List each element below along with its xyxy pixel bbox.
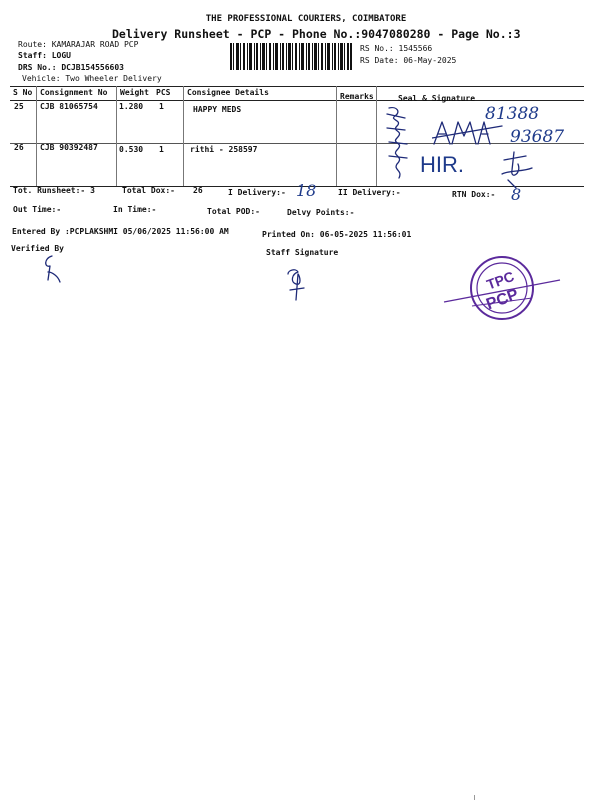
column-divider <box>116 86 117 186</box>
column-header-consignment: Consignment No <box>40 88 108 97</box>
column-header-pcs: PCS <box>156 88 171 97</box>
company-stamp <box>442 250 562 330</box>
verifier-signature <box>36 254 66 284</box>
row-sno: 25 <box>14 102 24 111</box>
table-header-border <box>10 100 584 101</box>
column-divider <box>36 86 37 186</box>
handwritten-return-count: 8 <box>511 185 522 204</box>
rs-date: RS Date: 06-May-2025 <box>360 56 457 65</box>
rs-number: RS No.: 1545566 <box>360 44 433 53</box>
column-header-consignee: Consignee Details <box>187 88 269 97</box>
stamp-top-text: TPC <box>484 267 517 293</box>
in-time-label: In Time:- <box>113 205 157 214</box>
printed-on: Printed On: 06-05-2025 11:56:01 <box>262 230 412 239</box>
out-time-label: Out Time:- <box>13 205 62 214</box>
row-consignment-no: CJB 90392487 <box>40 143 98 152</box>
row-pcs: 1 <box>159 145 164 154</box>
table-top-border <box>10 86 584 87</box>
handwritten-receiver-initials: HIR. <box>420 152 464 177</box>
total-dox-value: 26 <box>193 186 203 195</box>
column-divider <box>183 86 184 186</box>
verified-by-label: Verified By <box>11 244 64 253</box>
document-title: Delivery Runsheet - PCP - Phone No.:9047080280 - Page No.:3 <box>112 27 521 41</box>
row-consignment-no: CJB 81065754 <box>40 102 98 111</box>
row-pcs: 1 <box>159 102 164 111</box>
row-weight: 0.530 <box>119 145 144 154</box>
column-header-seal-signature: Seal & Signature <box>398 94 476 103</box>
row-weight: 1.280 <box>119 102 144 111</box>
entered-by: Entered By :PCPLAKSHMI 05/06/2025 11:56:00 AM <box>12 227 229 236</box>
drs-number: DRS No.: DCJB154556603 <box>18 63 124 72</box>
staff-signature-label: Staff Signature <box>266 248 339 257</box>
route-label: Route: KAMARAJAR ROAD PCP <box>18 40 139 49</box>
first-delivery-label: I Delivery:- <box>228 188 286 197</box>
total-pod-label: Total POD:- <box>207 207 260 216</box>
stamp-bottom-text: PCP <box>484 286 521 314</box>
handwritten-phone-part-b: 93687 <box>510 127 565 147</box>
row-consignee: HAPPY MEDS <box>193 105 242 114</box>
page-edge-mark <box>474 795 475 800</box>
company-title: THE PROFESSIONAL COURIERS, COIMBATORE <box>205 14 407 24</box>
row-consignee: rithi - 258597 <box>190 145 258 154</box>
total-runsheet: Tot. Runsheet:- 3 <box>13 186 95 195</box>
staff-label: Staff: LOGU <box>18 51 71 60</box>
row-signature-scribble <box>383 104 413 184</box>
column-header-remarks: Remarks <box>340 92 374 101</box>
barcode <box>230 43 352 70</box>
column-divider <box>376 86 377 186</box>
row-sno: 26 <box>14 143 24 152</box>
column-header-sno: S No <box>13 88 33 97</box>
handwritten-first-delivery-count: 18 <box>296 181 317 200</box>
second-delivery-label: II Delivery:- <box>338 188 401 197</box>
vehicle-label: Vehicle: Two Wheeler Delivery <box>22 74 162 83</box>
row-signature-scribble <box>496 150 536 190</box>
staff-signature <box>282 266 312 304</box>
delivery-points-label: Delvy Points:- <box>287 208 355 217</box>
column-divider <box>336 86 337 186</box>
column-header-weight: Weight <box>120 88 149 97</box>
total-dox-label: Total Dox:- <box>122 186 175 195</box>
return-dox-label: RTN Dox:- <box>452 190 496 199</box>
handwritten-phone-part-a: 81388 <box>485 104 540 124</box>
